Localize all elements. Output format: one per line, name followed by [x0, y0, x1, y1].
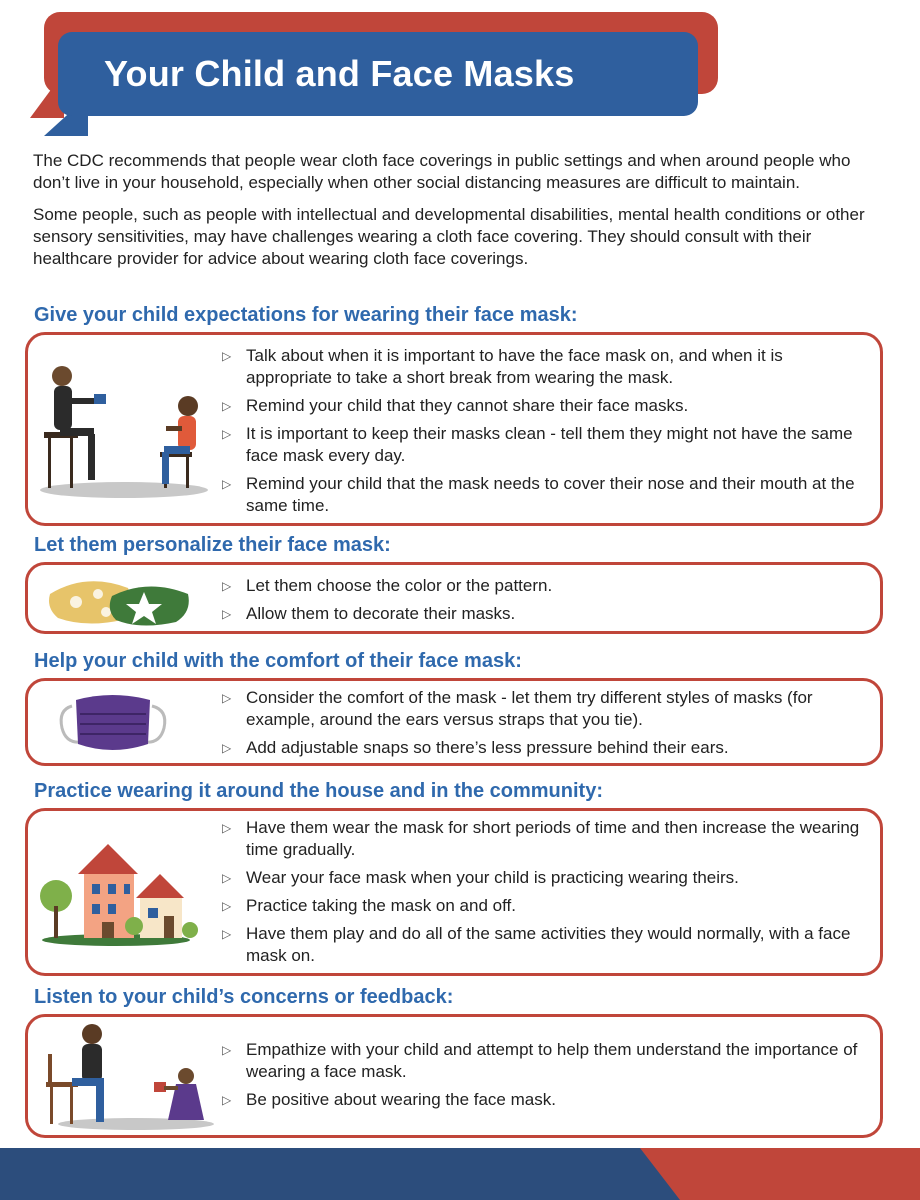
section-heading-expectations: Give your child expectations for wearing their face mask:: [34, 304, 578, 326]
list-item: ▷ Talk about when it is important to have the face mask on, and when it is appropriate to take a short break from wearing the mask.: [222, 346, 783, 387]
triangle-bullet-icon: ▷: [222, 741, 232, 755]
triangle-bullet-icon: ▷: [222, 349, 232, 363]
triangle-bullet-icon: ▷: [222, 607, 232, 621]
list-item: ▷ Consider the comfort of the mask - let them try different styles of masks (for example, around the ears versus straps that you tie).: [222, 688, 813, 729]
triangle-bullet-icon: ▷: [222, 691, 232, 705]
bullet-list-listen: [218, 1039, 870, 1117]
triangle-bullet-icon: ▷: [222, 899, 232, 913]
list-item: ▷ Empathize with your child and attempt to help them understand the importance of wearing a face mask.: [222, 1040, 858, 1081]
section-box-comfort: [25, 678, 883, 766]
section-box-personalize: [25, 562, 883, 634]
section-heading-personalize: Let them personalize their face mask:: [34, 534, 391, 556]
section-box-listen: [25, 1014, 883, 1138]
parent-listening-to-child-icon: [36, 1017, 216, 1135]
bullet-list-practice: [218, 817, 870, 973]
triangle-bullet-icon: ▷: [222, 1043, 232, 1057]
section-heading-practice: Practice wearing it around the house and in the community:: [34, 780, 603, 802]
list-item: ▷ Add adjustable snaps so there’s less pressure behind their ears.: [222, 738, 729, 757]
footer-blue-band: [0, 1148, 680, 1200]
bullet-list-expectations: [218, 345, 870, 523]
section-heading-listen: Listen to your child’s concerns or feedback:: [34, 986, 454, 1008]
list-item: ▷ Remind your child that they cannot share their face masks.: [222, 396, 689, 415]
triangle-bullet-icon: ▷: [222, 399, 232, 413]
list-item: ▷ Wear your face mask when your child is practicing wearing theirs.: [222, 868, 739, 887]
list-item: ▷ Let them choose the color or the pattern.: [222, 576, 553, 595]
triangle-bullet-icon: ▷: [222, 927, 232, 941]
decorated-cloth-masks-icon: [36, 565, 216, 631]
list-item: ▷ It is important to keep their masks clean - tell them they might not have the same face mask every day.: [222, 424, 853, 465]
list-item: ▷ Allow them to decorate their masks.: [222, 604, 516, 623]
intro-paragraph-2: Some people, such as people with intellectual and developmental disabilities, mental health conditions or other sensory sensitivities, may have challenges wearing a cloth face covering. They should consult with their healthcare provider for advice about wearing cloth face coverings.: [33, 205, 865, 268]
list-item: ▷ Have them play and do all of the same activities they would normally, with a face mask on.: [222, 924, 851, 965]
triangle-bullet-icon: ▷: [222, 579, 232, 593]
bullet-list-comfort: [218, 687, 870, 765]
intro-paragraph-1: The CDC recommends that people wear cloth face coverings in public settings and when around people who don’t live in your household, especially when other social distancing measures are difficult to maintain.: [33, 151, 851, 192]
list-item: ▷ Be positive about wearing the face mask.: [222, 1090, 556, 1109]
triangle-bullet-icon: ▷: [222, 477, 232, 491]
intro-text: [33, 150, 891, 280]
triangle-bullet-icon: ▷: [222, 427, 232, 441]
adult-and-child-talking-icon: [36, 335, 216, 523]
title-banner: [0, 0, 920, 150]
triangle-bullet-icon: ▷: [222, 1093, 232, 1107]
section-box-practice: [25, 808, 883, 976]
list-item: ▷ Practice taking the mask on and off.: [222, 896, 516, 915]
page-title: Your Child and Face Masks: [104, 53, 575, 94]
list-item: ▷ Remind your child that the mask needs to cover their nose and their mouth at the same time.: [222, 474, 855, 515]
section-heading-comfort: Help your child with the comfort of their face mask:: [34, 650, 522, 672]
houses-and-trees-icon: [36, 811, 216, 973]
triangle-bullet-icon: ▷: [222, 821, 232, 835]
list-item: ▷ Have them wear the mask for short periods of time and then increase the wearing time gradually.: [222, 818, 860, 859]
purple-face-mask-icon: [36, 681, 216, 763]
section-box-expectations: [25, 332, 883, 526]
triangle-bullet-icon: ▷: [222, 871, 232, 885]
bullet-list-personalize: [218, 575, 870, 631]
